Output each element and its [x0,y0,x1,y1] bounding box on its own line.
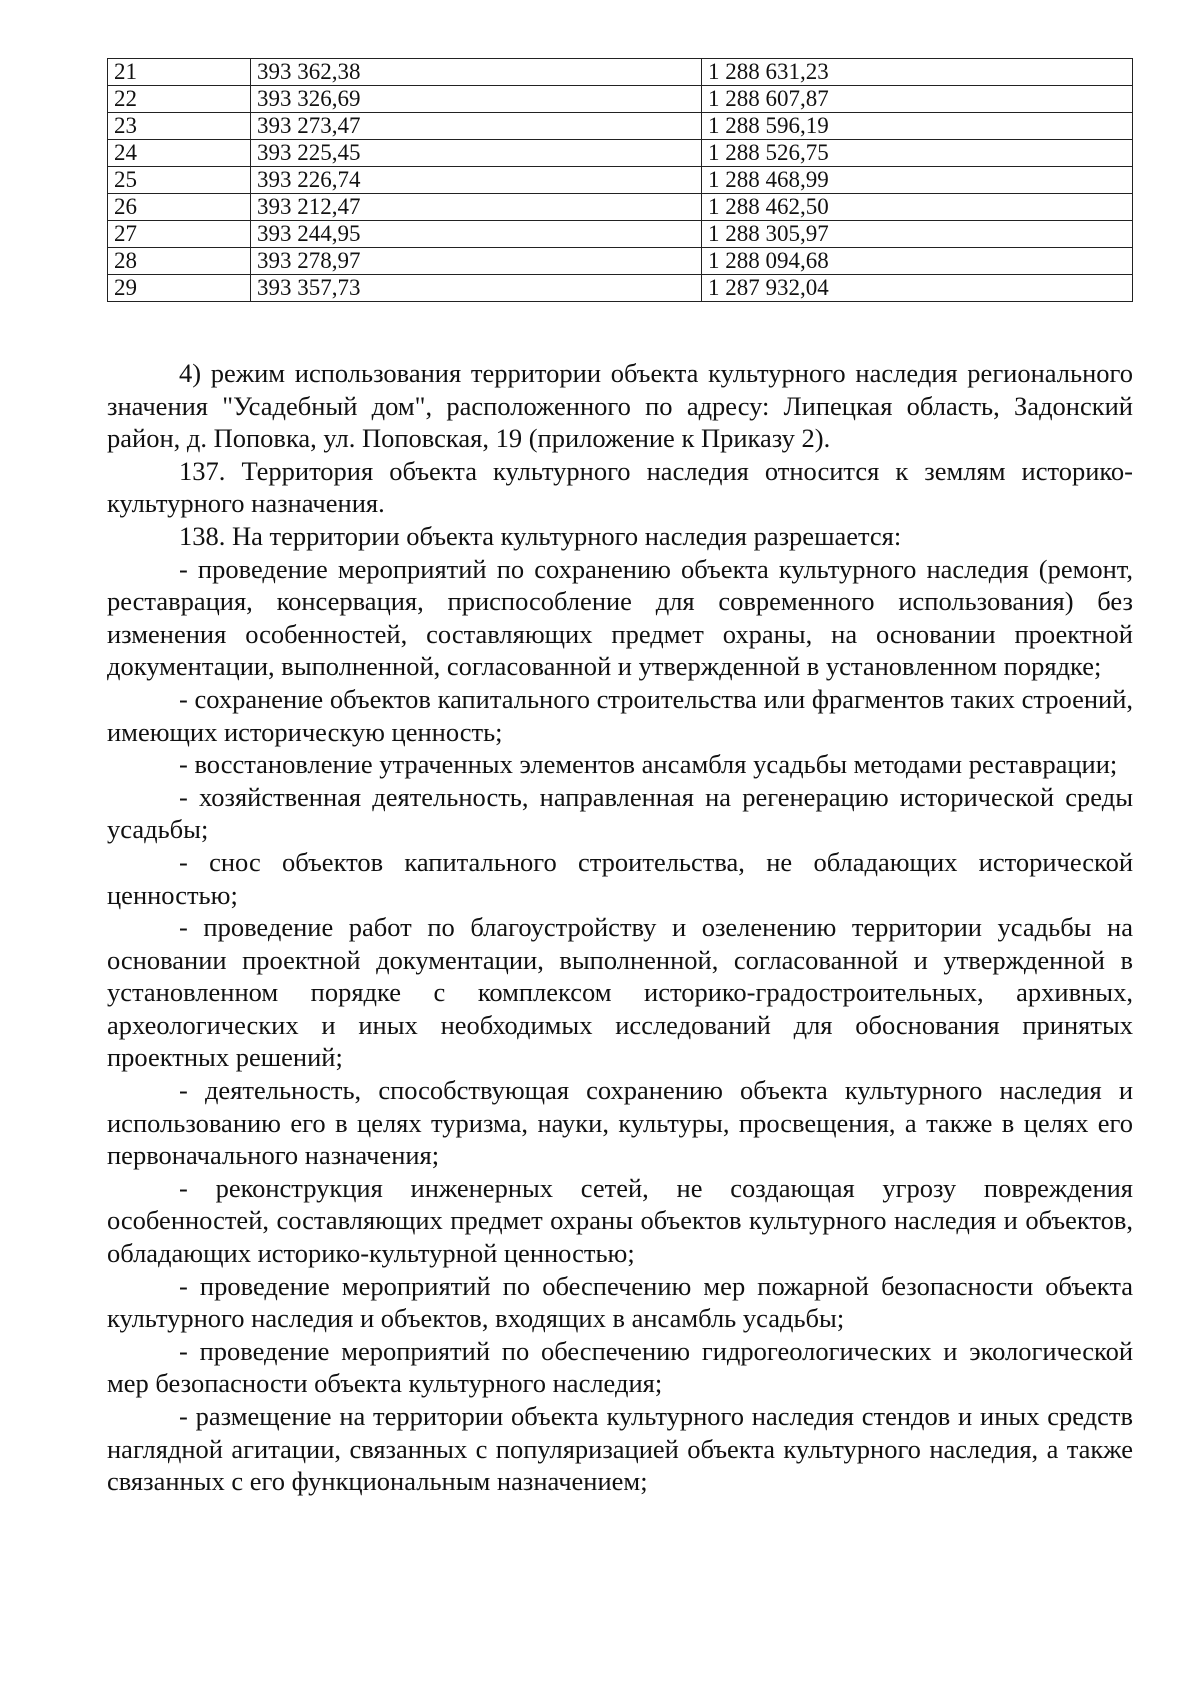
x-coordinate-cell: 393 225,45 [251,140,702,167]
x-coordinate-cell: 393 357,73 [251,275,702,302]
point-number-cell: 22 [108,86,251,113]
y-coordinate-cell: 1 288 596,19 [702,113,1133,140]
y-coordinate-cell: 1 288 462,50 [702,194,1133,221]
list-item: - проведение мероприятий по обеспечению гидрогеологических и экологической мер безопасности объекта культурного наследия; [107,1335,1133,1399]
list-item: - проведение мероприятий по сохранению объекта культурного наследия (ремонт, реставрация, консервация, приспособление для современного использования) без изменения особенностей, составляющих предмет охраны, на основании проектной документации, выполненной, согласованной и утвержденной в установленном порядке; [107,553,1133,682]
list-item: - размещение на территории объекта культурного наследия стендов и иных средств наглядной агитации, связанных с популяризацией объекта культурного наследия, а также связанных с его функциональным назначением; [107,1401,1133,1497]
document-body [107,357,1133,1498]
y-coordinate-cell: 1 288 607,87 [702,86,1133,113]
list-item: - сохранение объектов капитального строительства или фрагментов таких строений, имеющих историческую ценность; [107,683,1133,747]
point-number-cell: 26 [108,194,251,221]
point-number-cell: 29 [108,275,251,302]
list-item: - восстановление утраченных элементов ансамбля усадьбы методами реставрации; [179,749,1118,780]
point-number-cell: 24 [108,140,251,167]
coordinates-table [107,58,1133,302]
table-row [108,248,1133,275]
paragraph-usage-regime: 4) режим использования территории объекта культурного наследия регионального значения "Усадебный дом", расположенного по адресу: Липецкая область, Задонский район, д. Поповка, ул. Поповская, 19 (приложение к Приказу 2). [107,358,1133,454]
y-coordinate-cell: 1 288 305,97 [702,221,1133,248]
x-coordinate-cell: 393 212,47 [251,194,702,221]
point-number-cell: 27 [108,221,251,248]
y-coordinate-cell: 1 287 932,04 [702,275,1133,302]
table-row [108,221,1133,248]
y-coordinate-cell: 1 288 468,99 [702,167,1133,194]
y-coordinate-cell: 1 288 631,23 [702,59,1133,86]
point-number-cell: 25 [108,167,251,194]
point-number-cell: 28 [108,248,251,275]
table-row [108,86,1133,113]
list-item: - реконструкция инженерных сетей, не создающая угрозу повреждения особенностей, составляющих предмет охраны объектов культурного наследия и объектов, обладающих историко-культурной ценностью; [107,1172,1133,1269]
list-item: - снос объектов капитального строительства, не обладающих исторической ценностью; [107,846,1133,910]
table-row [108,59,1133,86]
table-row [108,140,1133,167]
x-coordinate-cell: 393 326,69 [251,86,702,113]
x-coordinate-cell: 393 226,74 [251,167,702,194]
point-number-cell: 23 [108,113,251,140]
paragraph-138: 138. На территории объекта культурного наследия разрешается: [179,520,902,551]
x-coordinate-cell: 393 278,97 [251,248,702,275]
list-item: - проведение работ по благоустройству и озеленению территории усадьбы на основании проектной документации, выполненной, согласованной и утвержденной в установленном порядке с комплексом историко-градостроительных, архивных, археологических и иных необходимых исследований для обоснования принятых проектных решений; [107,912,1133,1073]
list-item: - проведение мероприятий по обеспечению мер пожарной безопасности объекта культурного наследия и объектов, входящих в ансамбль усадьбы; [107,1270,1133,1334]
list-item: - деятельность, способствующая сохранению объекта культурного наследия и использованию его в целях туризма, науки, культуры, просвещения, а также в целях его первоначального назначения; [107,1075,1133,1171]
table-row [108,275,1133,302]
paragraph-137: 137. Территория объекта культурного наследия относится к землям историко-культурного назначения. [107,455,1133,519]
y-coordinate-cell: 1 288 094,68 [702,248,1133,275]
x-coordinate-cell: 393 362,38 [251,59,702,86]
list-item: - хозяйственная деятельность, направленная на регенерацию исторической среды усадьбы; [107,781,1133,845]
table-row [108,194,1133,221]
point-number-cell: 21 [108,59,251,86]
x-coordinate-cell: 393 244,95 [251,221,702,248]
y-coordinate-cell: 1 288 526,75 [702,140,1133,167]
x-coordinate-cell: 393 273,47 [251,113,702,140]
table-row [108,113,1133,140]
table-row [108,167,1133,194]
